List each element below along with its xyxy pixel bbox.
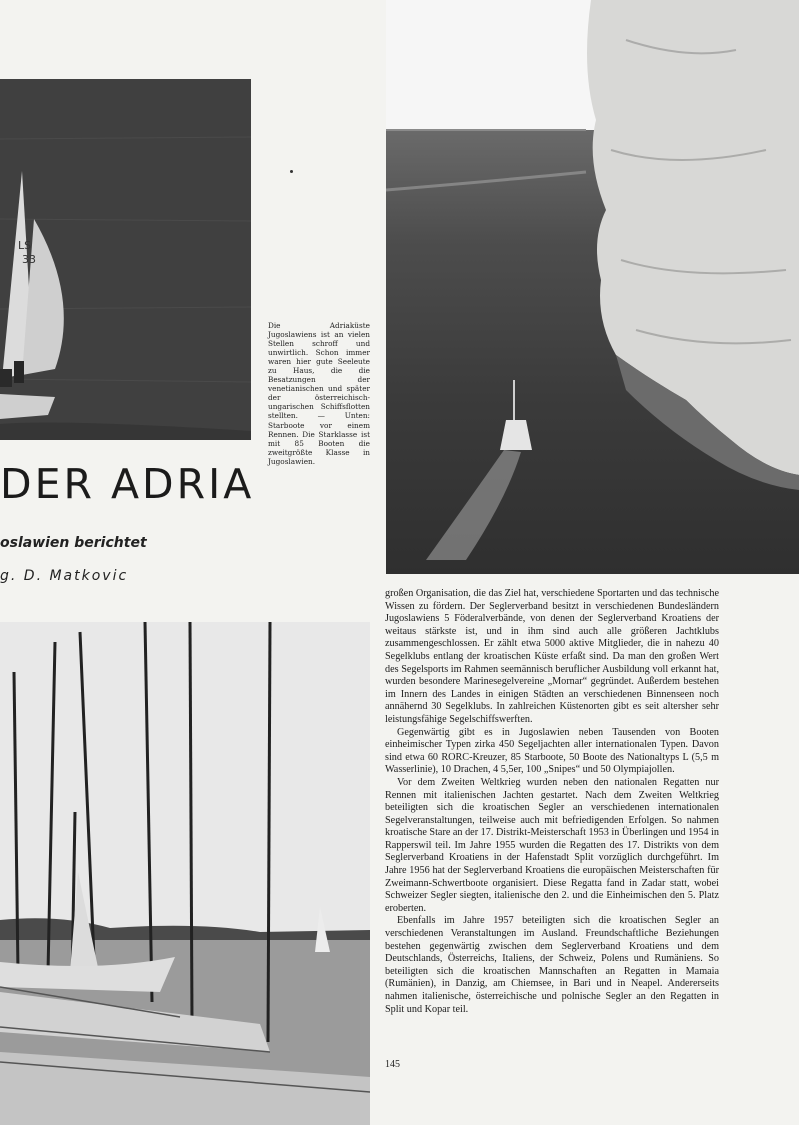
article-subtitle: oslawien berichtet <box>0 535 147 551</box>
body-paragraph: Gegenwärtig gibt es in Jugoslawien neben Tausenden von Booten einheimischer Typen zirka 450 Segeljachten aller internationalen Typen. Davon sind etwa 60 RORC-Kreuzer, 85 Starboote, 50 Boote des Nationaltyps L (5,5 m Wasserlinie), 10 Drachen, 4 5,5er, 100 „Snipes“ und 50 Olympiajollen. <box>385 726 719 776</box>
decorative-dot <box>290 170 293 173</box>
cliff-photo <box>386 0 799 574</box>
cliff-illustration <box>386 0 799 574</box>
article-headline: DER ADRIA <box>0 460 255 508</box>
body-paragraph: großen Organisation, die das Ziel hat, verschiedene Sportarten und das technische Wissen zu fördern. Der Seglerverband besitzt in verschiedenen Bundesländern Jugoslawiens 5 Föderalverbände, von denen der Seglerverband Kroatiens der weitaus stärkste ist, und in ihm sind auch alle größeren Jachtklubs zusammengeschlossen. Er zählt etwa 5000 aktive Mitglieder, die in nahezu 40 Segelklubs entlang der kroatischen Küste erfaßt sind. Da man den großen Wert des Segelsports im Rahmen seemännisch beruflicher Ausbildung voll erkannt hat, wurden besondere Marinesegelvereine „Mornar“ gegründet. Außerdem bestehen im Innern des Landes in einigen Städten an verschiedenen Binnenseen noch annähernd 30 Segelklubs. In zahlreichen Küstenorten gibt es seit altersher sehr leistungsfähige Segelschiffswerften. <box>385 588 719 725</box>
page-number: 145 <box>385 1059 400 1070</box>
body-paragraph: Ebenfalls im Jahre 1957 beteiligten sich die kroatischen Segler an verschiedenen Veranstaltungen im Ausland. Freundschaftliche Beziehungen bestehen gegenwärtig zwischen dem Seglerverband Kroatiens und dem Deutschlands, Österreichs, Italiens, der Schweiz, Polens und Rumäniens. So beteiligten sich die kroatischen Mannschaften an Regatten in Mamaia (Rumänien), in Danzig, am Chiemsee, in Bari und in Neapel. Andererseits nahmen italienische, österreichische und polnische Segler an den Regatten in Split und Kopar teil. <box>385 915 719 1015</box>
harbor-illustration <box>0 622 370 1125</box>
sailboat-illustration <box>0 79 251 440</box>
harbor-photo <box>0 622 370 1125</box>
article-author: g. D. Matkovic <box>0 568 129 584</box>
article-body <box>385 588 719 1016</box>
photo-caption: Die Adriaküste Jugoslawiens ist an vielen Stellen schroff und unwirtlich. Schon immer waren hier gute Seeleute zu Haus, die die Besatzungen der venetianischen und später der österreichisch-ungarischen Schiffsflotten stellten. — Unten: Starboote vor einem Rennen. Die Starklasse ist mit 85 Booten die zweitgrößte Klasse in Jugoslawien. <box>268 321 370 466</box>
svg-text:LS: LS <box>18 239 32 252</box>
svg-text:33: 33 <box>22 253 36 266</box>
body-paragraph: Vor dem Zweiten Weltkrieg wurden neben den nationalen Regatten nur Rennen mit italienischen Jachten gestartet. Nach dem Zweiten Weltkrieg beteiligten sich die kroatischen Segler an verschiedenen internationalen Segelveranstaltungen, teilweise auch mit befriedigenden Erfolgen. So nahmen kroatische Stare an der 17. Distrikt-Meisterschaft 1953 in Überlingen und 1954 in Rapperswil teil. Im Jahre 1955 wurden die Regatten des 17. Distrikts von dem Seglerverband Kroatiens in der Hafenstadt Split vorzüglich durchgeführt. Im Jahre 1956 hat der Seglerverband Kroatiens die europäischen Meisterschaften für Zweimann-Schwertboote organisiert. Diese Regatta fand in Zadar statt, wobei Schweizer Segler siegten, italienische den 2. und die Einheimischen den 5. Platz eroberten. <box>385 776 719 914</box>
sailboat-photo <box>0 79 251 440</box>
